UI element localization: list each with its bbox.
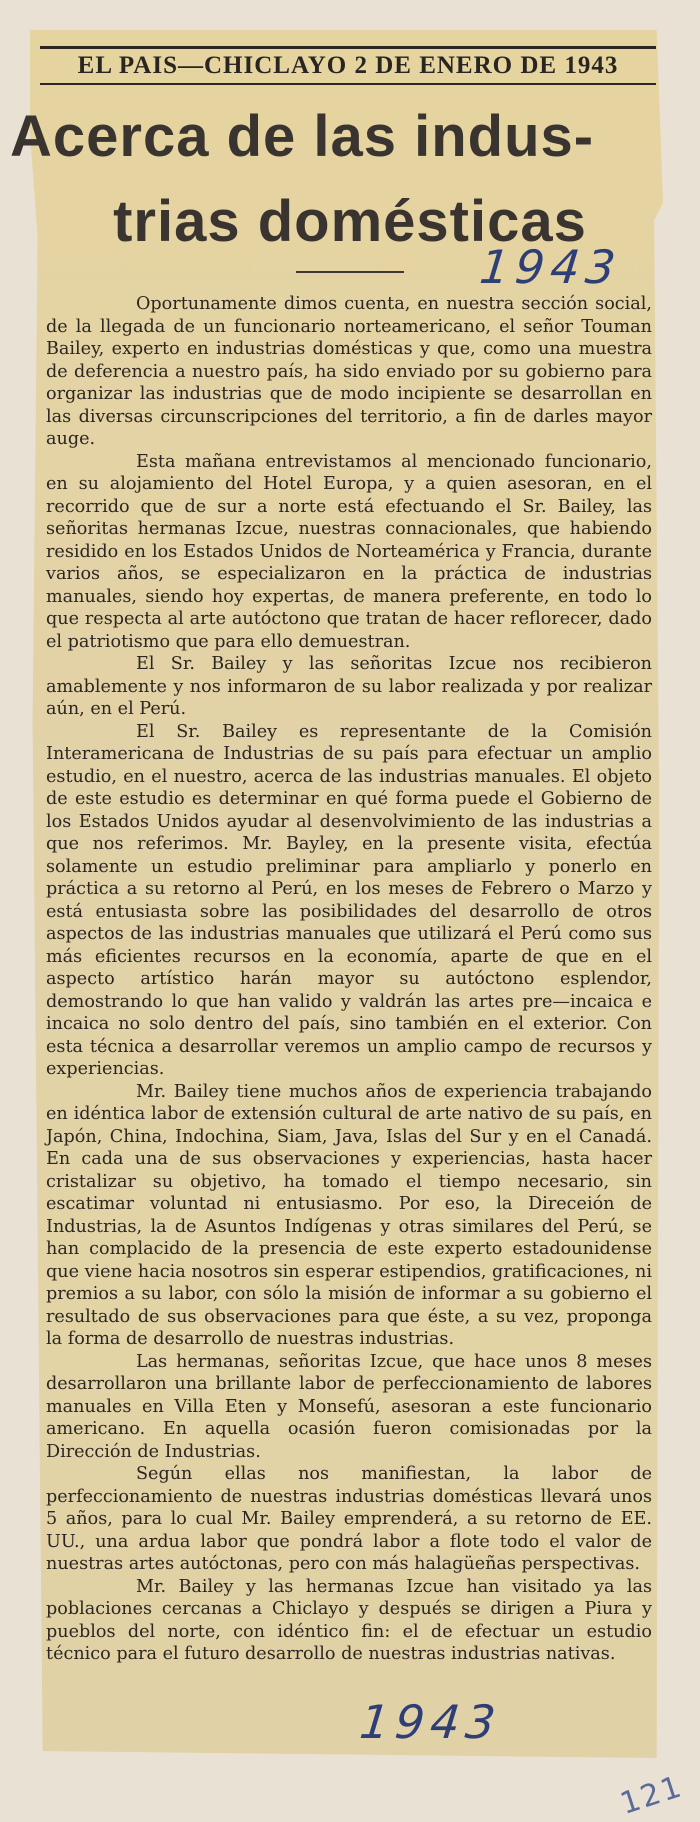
handwritten-year-top: 1943	[477, 240, 624, 294]
article-paragraph: Oportunamente dimos cuenta, en nuestra sección social, de la llegada de un funcionario norteamericano, el señor Touman Bailey, experto en industrias domésticas y que, como una muestra de deferencia a nuestro país, ha sido enviado por su gobierno para organizar las industrias que de modo incipiente se desarrollan en las diversas circunscripciones del territorio, a fin de darles mayor auge.	[46, 294, 652, 449]
article-paragraph: El Sr. Bailey y las señoritas Izcue nos recibieron amablemente y nos informaron de su labor realizada y por realizar aún, en el Perú.	[46, 654, 652, 719]
handwritten-page-number: 121	[616, 1769, 688, 1822]
article-paragraph: Las hermanas, señoritas Izcue, que hace unos 8 meses desarrollaron una brillante labor de perfeccionamiento de labores manuales en Villa Eten y Monsefú, asesoran a este funcionario americano. En aquella ocasión fueron comisionadas por la Dirección de Industrias.	[46, 1351, 652, 1462]
handwritten-year-bottom: 1943	[357, 1695, 504, 1749]
article-paragraph: Mr. Bailey y las hermanas Izcue han visitado ya las poblaciones cercanas a Chiclayo y después se dirigen a Piura y pueblos del norte, con idéntico fin: el de efectuar un estudio técnico para el futuro desarrollo de nuestras industrias nativas.	[46, 1576, 652, 1664]
headline-line-2: trias domésticas	[113, 189, 587, 254]
article-body	[46, 293, 652, 1666]
article-paragraph: Mr. Bailey tiene muchos años de experiencia trabajando en idéntica labor de extensión cultural de arte nativo de su país, en Japón, China, Indochina, Siam, Java, Islas del Sur y en el Canadá. En cada una de sus observaciones y experiencias, hasta hacer cristalizar su objetivo, ha tomado el tiempo necesario, sin escatimar voluntad ni entusiasmo. Por eso, la Direceión de Industrias, la de Asuntos Indígenas y otras similares del Perú, se han complacido de la presencia de este experto estadounidense que viene hacia nosotros sin esperar estipendios, gratificaciones, ni premios a su labor, con sólo la misión de informar a su gobierno el resultado de sus observaciones para que éste, a su vez, proponga la forma de desarrollo de nuestras industrias.	[46, 1081, 652, 1349]
newspaper-masthead: EL PAIS—CHICLAYO 2 DE ENERO DE 1943	[40, 46, 656, 85]
headline-line-1: Acerca de las indus-	[10, 104, 595, 169]
article-paragraph: Según ellas nos manifiestan, la labor de perfeccionamiento de nuestras industrias domésticas llevará unos 5 años, para lo cual Mr. Bailey emprenderá, a su retorno de EE. UU., una ardua labor que pondrá labor a flote todo el valor de nuestras artes autóctonas, pero con más halagüeñas perspectivas.	[46, 1464, 652, 1574]
article-paragraph: Esta mañana entrevistamos al mencionado funcionario, en su alojamiento del Hotel Europa, y a quien asesoran, en el recorrido que de sur a norte está efectuando el Sr. Bailey, las señoritas hermanas Izcue, nuestras connacionales, que habiendo residido en los Estados Unidos de Norteamérica y Francia, durante varios años, se especializaron en la práctica de industrias manuales, siendo hoy expertas, de manera preferente, en todo lo que respecta al arte autóctono que tratan de hacer reflorecer, dado el patriotismo que para ello demuestran.	[46, 451, 652, 652]
article-paragraph: El Sr. Bailey es representante de la Comisión Interamericana de Industrias de su país para efectuar un amplio estudio, en el nuestro, acerca de las industrias manuales. El objeto de este estudio es determinar en qué forma puede el Gobierno de los Estados Unidos ayudar al desenvolvimiento de las industrias a que nos referimos. Mr. Bayley, en la presente visita, efectúa solamente un estudio preliminar para ampliarlo y ponerlo en práctica a su retorno al Perú, en los meses de Febrero o Marzo y está entusiasta sobre las posibilidades del desarrollo de otros aspectos de las industrias manuales que utilizará el Perú como sus más eficientes recursos en la economía, aparte de que en el aspecto artístico harán mayor su autóctono esplendor, demostrando lo que han valido y valdrán las artes pre—incaica e incaica no solo dentro del país, sino también en el exterior. Con esta técnica a desarrollar veremos un amplio campo de recursos y experiencias.	[46, 721, 652, 1079]
headline-divider	[296, 271, 404, 273]
